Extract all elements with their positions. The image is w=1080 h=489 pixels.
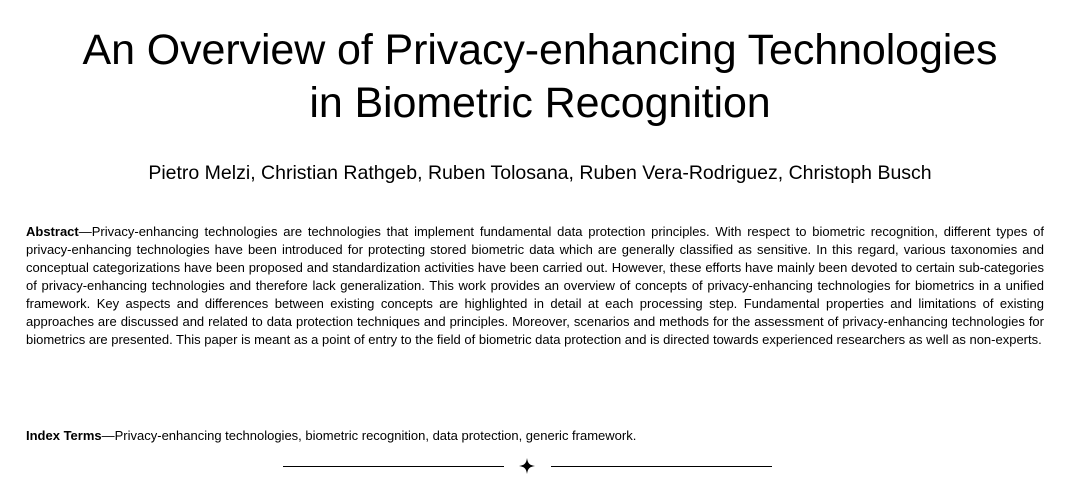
- section-separator: [0, 457, 1080, 475]
- index-terms: [26, 427, 1044, 445]
- paper-title: [0, 24, 1080, 130]
- abstract: [26, 223, 1044, 349]
- separator-line-right: [551, 466, 772, 467]
- four-point-star-icon: [516, 457, 538, 475]
- abstract-label: Abstract: [26, 224, 79, 239]
- author-list: Pietro Melzi, Christian Rathgeb, Ruben Tolosana, Ruben Vera-Rodriguez, Christoph Busch: [148, 162, 932, 184]
- title-line-1: An Overview of Privacy-enhancing Technologies: [82, 26, 998, 74]
- title-line-2: in Biometric Recognition: [309, 79, 771, 127]
- index-terms-label: Index Terms: [26, 428, 102, 443]
- index-terms-text: —Privacy-enhancing technologies, biometric recognition, data protection, generic framework.: [101, 428, 637, 443]
- abstract-text: —Privacy-enhancing technologies are technologies that implement fundamental data protection principles. With respect to biometric recognition, different types of privacy-enhancing technologies have been introduced for protecting stored biometric data which are generally classified as sensitive. In this regard, various taxonomies and conceptual categorizations have been proposed and standardization activities have been carried out. However, these efforts have mainly been devoted to certain sub-categories of privacy-enhancing technologies and therefore lack generalization. This work provides an overview of concepts of privacy-enhancing technologies for biometrics in a unified framework. Key aspects and differences between existing concepts are highlighted in detail at each processing step. Fundamental properties and limitations of existing approaches are discussed and related to data protection techniques and principles. Moreover, scenarios and methods for the assessment of privacy-enhancing technologies for biometrics are presented. This paper is meant as a point of entry to the field of biometric data protection and is directed towards experienced researchers as well as non-experts.: [26, 224, 1044, 347]
- separator-line-left: [283, 466, 504, 467]
